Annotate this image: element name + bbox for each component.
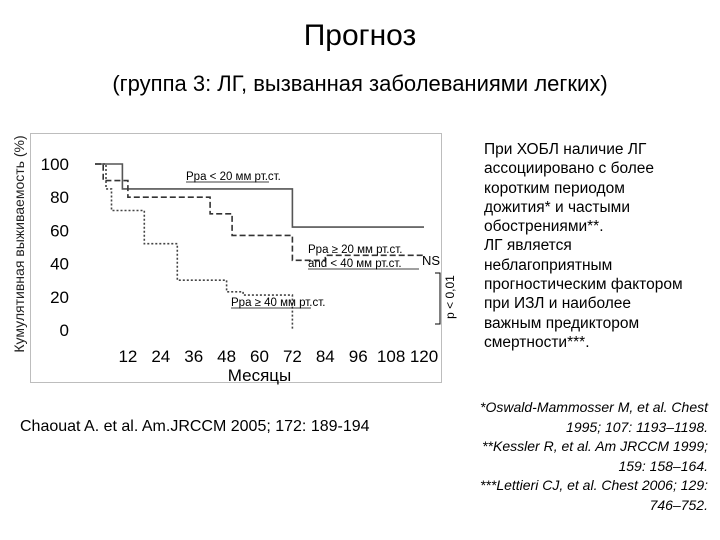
series-label: Ppa ≥ 20 мм рт.ст. bbox=[308, 244, 403, 256]
x-tick-label: 48 bbox=[217, 347, 237, 366]
y-tick-label: 60 bbox=[50, 221, 69, 241]
significance-label: NS bbox=[422, 253, 441, 268]
x-tick-label: 60 bbox=[250, 347, 269, 366]
side-text-line: При ХОБЛ наличие ЛГ bbox=[484, 141, 647, 158]
x-axis-label: Месяцы bbox=[227, 366, 292, 385]
x-tick-label: 108 bbox=[376, 347, 406, 366]
series-label: and < 40 мм рт.ст. bbox=[308, 258, 402, 270]
y-axis-label: Кумулятивная выживаемость (%) bbox=[11, 135, 27, 353]
x-tick-label: 72 bbox=[282, 347, 302, 366]
x-tick-label: 12 bbox=[118, 347, 138, 366]
side-text bbox=[484, 140, 709, 352]
chart-citation: Chaouat A. et al. Am.JRCCM 2005; 172: 189-194 bbox=[20, 418, 370, 435]
x-tick-label: 84 bbox=[315, 347, 335, 366]
series-label: Ppa < 20 мм рт.ст. bbox=[186, 171, 281, 183]
side-text-line: прогностическим фактором bbox=[484, 276, 683, 294]
x-tick-label: 24 bbox=[151, 347, 171, 366]
reference-line: 1995; 107: 1193–1198. bbox=[566, 418, 708, 435]
side-text-line: коротким периодом bbox=[484, 179, 625, 197]
x-tick-label: 36 bbox=[184, 347, 204, 366]
p-value-bracket bbox=[435, 273, 440, 324]
y-tick-label: 40 bbox=[50, 254, 69, 274]
side-text-line: дожития* и частыми bbox=[484, 198, 630, 216]
survival-chart bbox=[11, 133, 457, 385]
y-tick-label: 0 bbox=[59, 321, 69, 340]
side-text-line: ЛГ является bbox=[484, 237, 572, 255]
x-tick-label: 120 bbox=[409, 347, 439, 366]
survival-chart-svg bbox=[11, 134, 457, 385]
reference-line: ***Lettieri CJ, et al. Chest 2006; 129: bbox=[479, 477, 708, 493]
y-tick-label: 100 bbox=[40, 155, 69, 174]
annotations bbox=[186, 171, 457, 324]
y-tick-label: 80 bbox=[50, 188, 69, 208]
side-text-line: важным предиктором bbox=[484, 314, 640, 332]
x-tick-label: 96 bbox=[348, 347, 368, 366]
side-text-line: смертности***. bbox=[484, 333, 590, 351]
slide-title: Прогноз bbox=[303, 19, 417, 52]
side-text-line: обострениями**. bbox=[484, 218, 604, 236]
references bbox=[418, 398, 708, 515]
side-text-line: при ИЗЛ и наиболее bbox=[484, 295, 632, 313]
reference-line: 746–752. bbox=[649, 496, 708, 513]
p-value-label: p < 0,01 bbox=[443, 275, 457, 319]
reference-line: 159: 158–164. bbox=[618, 457, 708, 474]
reference-line: *Oswald-Mammosser M, et al. Chest bbox=[480, 399, 708, 415]
series-label: Ppa ≥ 40 мм рт.ст. bbox=[231, 297, 326, 309]
side-text-line: ассоциировано с более bbox=[484, 160, 655, 178]
side-text-line: неблагоприятным bbox=[484, 256, 613, 274]
reference-line: **Kessler R, et al. Am JRCCM 1999; bbox=[482, 438, 708, 454]
slide-subtitle: (группа 3: ЛГ, вызванная заболеваниями легких) bbox=[112, 71, 608, 96]
y-tick-label: 20 bbox=[50, 287, 69, 307]
